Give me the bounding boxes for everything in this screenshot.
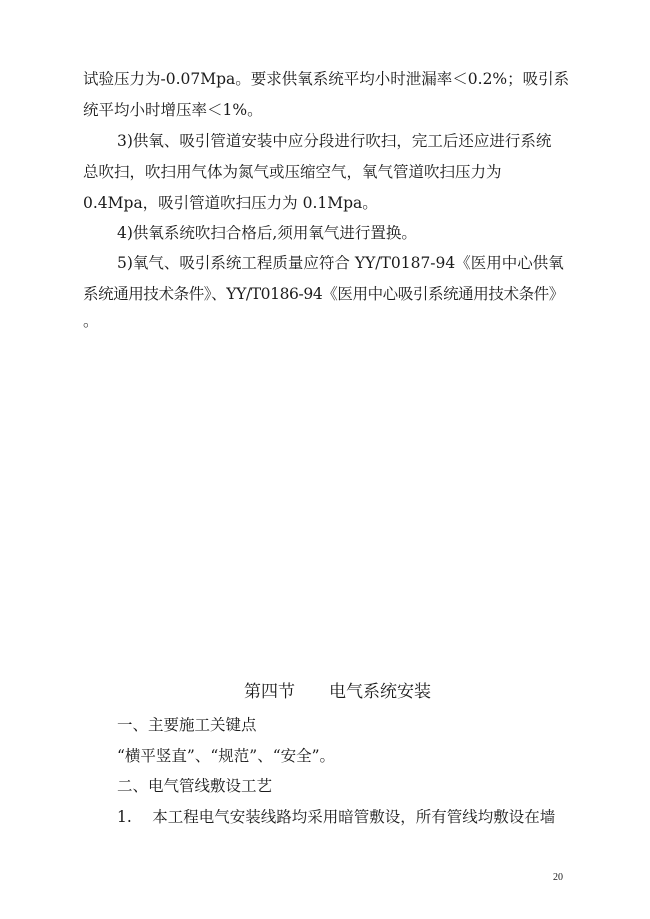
text-line-5: 0.4Mpa，吸引管道吹扫压力为 0.1Mpa。 — [83, 194, 378, 212]
text-line-2: 统平均小时增压率＜1%。 — [83, 101, 263, 119]
conduit-heading: 二、电气管线敷设工艺 — [117, 777, 273, 795]
text-line-9: 。 — [83, 312, 99, 330]
text-line-6: 4)供氧系统吹扫合格后,须用氧气进行置换。 — [117, 224, 417, 242]
text-line-4: 总吹扫，吹扫用气体为氮气或压缩空气，氧气管道吹扫压力为 — [83, 163, 502, 181]
section-heading — [244, 682, 431, 702]
conduit-item-1: 1. 本工程电气安装线路均采用暗管敷设，所有管线均敷设在墙 — [117, 808, 556, 826]
text-line-1: 试验压力为-0.07Mpa。要求供氧系统平均小时泄漏率＜0.2%；吸引系 — [83, 70, 570, 88]
text-line-3: 3)供氧、吸引管道安装中应分段进行吹扫，完工后还应进行系统 — [117, 132, 552, 150]
key-points-text: “横平竖直”、“规范”、“安全”。 — [117, 747, 336, 765]
text-line-7: 5)氧气、吸引系统工程质量应符合 YY/T0187-94《医用中心供氧 — [117, 254, 564, 272]
section-number: 第四节 — [244, 682, 295, 702]
key-points-heading: 一、主要施工关键点 — [117, 716, 257, 734]
page-number: 20 — [553, 872, 563, 883]
text-line-8: 系统通用技术条件》、YY/T0186-94《医用中心吸引系统通用技术条件》 — [83, 285, 564, 303]
section-title: 电气系统安装 — [329, 682, 431, 702]
